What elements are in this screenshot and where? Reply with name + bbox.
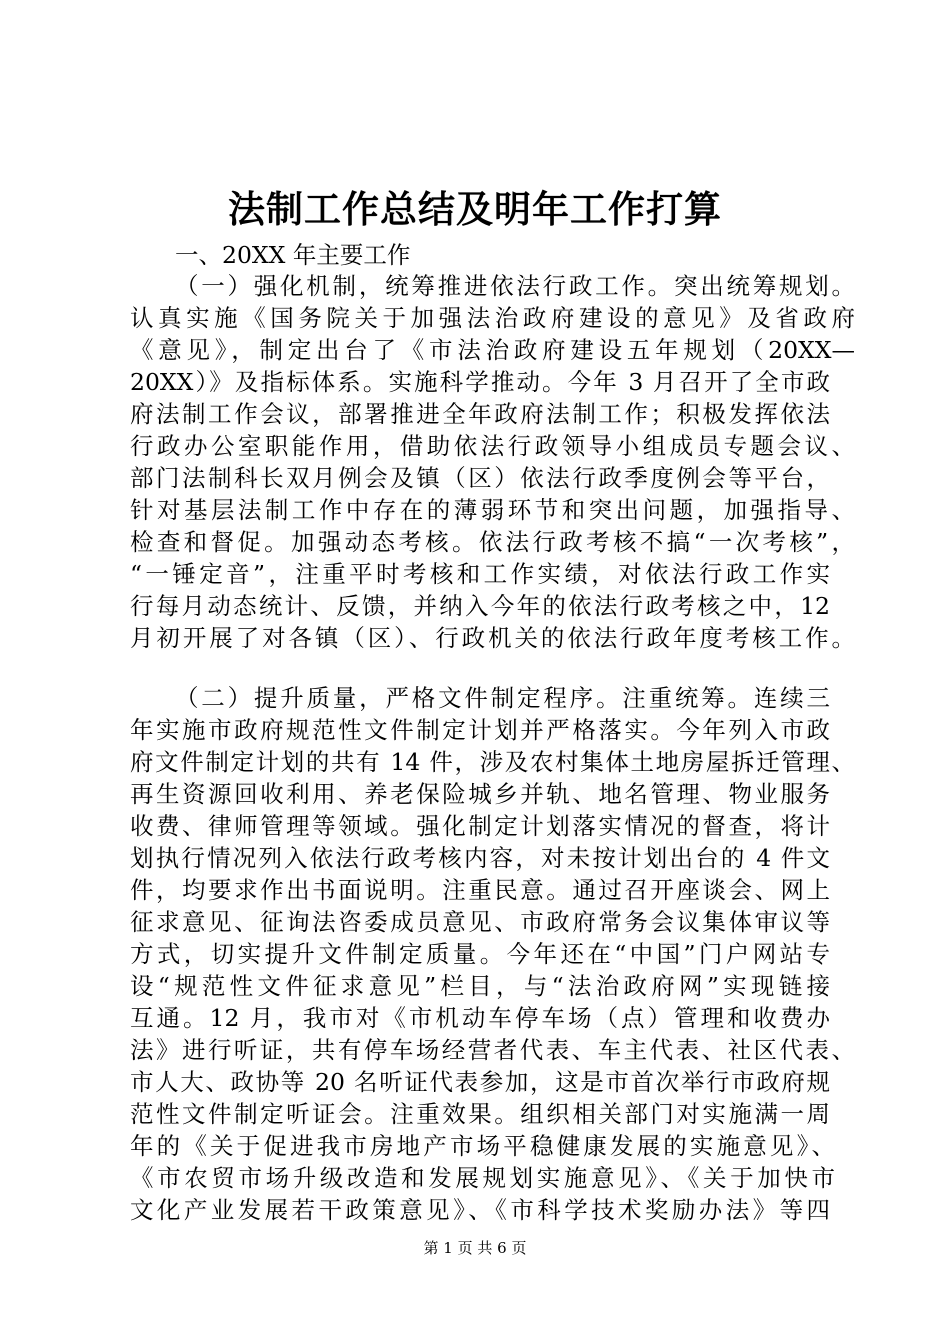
body-text-line: 针对基层法制工作中存在的薄弱环节和突出问题，加强指导、 xyxy=(130,496,855,524)
body-text-line: 收费、律师管理等领域。强化制定计划落实情况的督查，将计 xyxy=(130,812,830,840)
body-text-line: 设“规范性文件征求意见”栏目，与“法治政府网”实现链接 xyxy=(130,972,830,1000)
body-text-line: 征求意见、征询法咨委成员意见、市政府常务会议集体审议等 xyxy=(130,908,830,936)
body-text-line: 件，均要求作出书面说明。注重民意。通过召开座谈会、网上 xyxy=(130,876,830,904)
body-text-line: 法》进行听证，共有停车场经营者代表、车主代表、社区代表、 xyxy=(130,1036,855,1064)
body-text-line: 检查和督促。加强动态考核。依法行政考核不搞“一次考核”， xyxy=(130,528,855,556)
body-text-line: （二）提升质量，严格文件制定程序。注重统筹。连续三 xyxy=(175,684,830,712)
body-text-line: 部门法制科长双月例会及镇（区）依法行政季度例会等平台， xyxy=(130,464,830,492)
body-text-line: 行政办公室职能作用，借助依法行政领导小组成员专题会议、 xyxy=(130,432,855,460)
body-text-line: 府文件制定计划的共有 14 件，涉及农村集体土地房屋拆迁管理、 xyxy=(130,748,855,776)
body-text-line: 年实施市政府规范性文件制定计划并严格落实。今年列入市政 xyxy=(130,716,830,744)
body-text-line: 市人大、政协等 20 名听证代表参加，这是市首次举行市政府规 xyxy=(130,1068,830,1096)
document-title: 法制工作总结及明年工作打算 xyxy=(228,187,722,231)
body-text-line: 行每月动态统计、反馈，并纳入今年的依法行政考核之中，12 xyxy=(130,592,830,620)
body-text-line: （一）强化机制，统筹推进依法行政工作。突出统筹规划。 xyxy=(175,272,855,300)
body-text-line: 《意见》，制定出台了《市法治政府建设五年规划（20XX— xyxy=(130,336,855,364)
body-text-line: “一锤定音”，注重平时考核和工作实绩，对依法行政工作实 xyxy=(130,560,830,588)
body-text-line: 认真实施《国务院关于加强法治政府建设的意见》及省政府 xyxy=(130,304,855,332)
body-text-line: 互通。12 月，我市对《市机动车停车场（点）管理和收费办 xyxy=(130,1004,830,1032)
body-text-line: 范性文件制定听证会。注重效果。组织相关部门对实施满一周 xyxy=(130,1100,830,1128)
section-heading: 一、20XX 年主要工作 xyxy=(175,241,411,269)
body-text-line: 府法制工作会议，部署推进全年政府法制工作；积极发挥依法 xyxy=(130,400,830,428)
body-text-line: 再生资源回收利用、养老保险城乡并轨、地名管理、物业服务 xyxy=(130,780,830,808)
body-text-line: 划执行情况列入依法行政考核内容，对未按计划出台的 4 件文 xyxy=(130,844,830,872)
body-text-line: 方式，切实提升文件制定质量。今年还在“中国”门户网站专 xyxy=(130,940,830,968)
body-text-line: 月初开展了对各镇（区）、行政机关的依法行政年度考核工作。 xyxy=(130,624,855,652)
body-text-line: 《市农贸市场升级改造和发展规划实施意见》、《关于加快市 xyxy=(130,1164,835,1192)
page-footer: 第 1 页 共 6 页 xyxy=(423,1239,527,1257)
body-text-line: 20XX）》及指标体系。实施科学推动。今年 3 月召开了全市政 xyxy=(130,368,830,396)
body-text-line: 年的《关于促进我市房地产市场平稳健康发展的实施意见》、 xyxy=(130,1132,835,1160)
body-text-line: 文化产业发展若干政策意见》、《市科学技术奖励办法》等四 xyxy=(130,1196,830,1224)
